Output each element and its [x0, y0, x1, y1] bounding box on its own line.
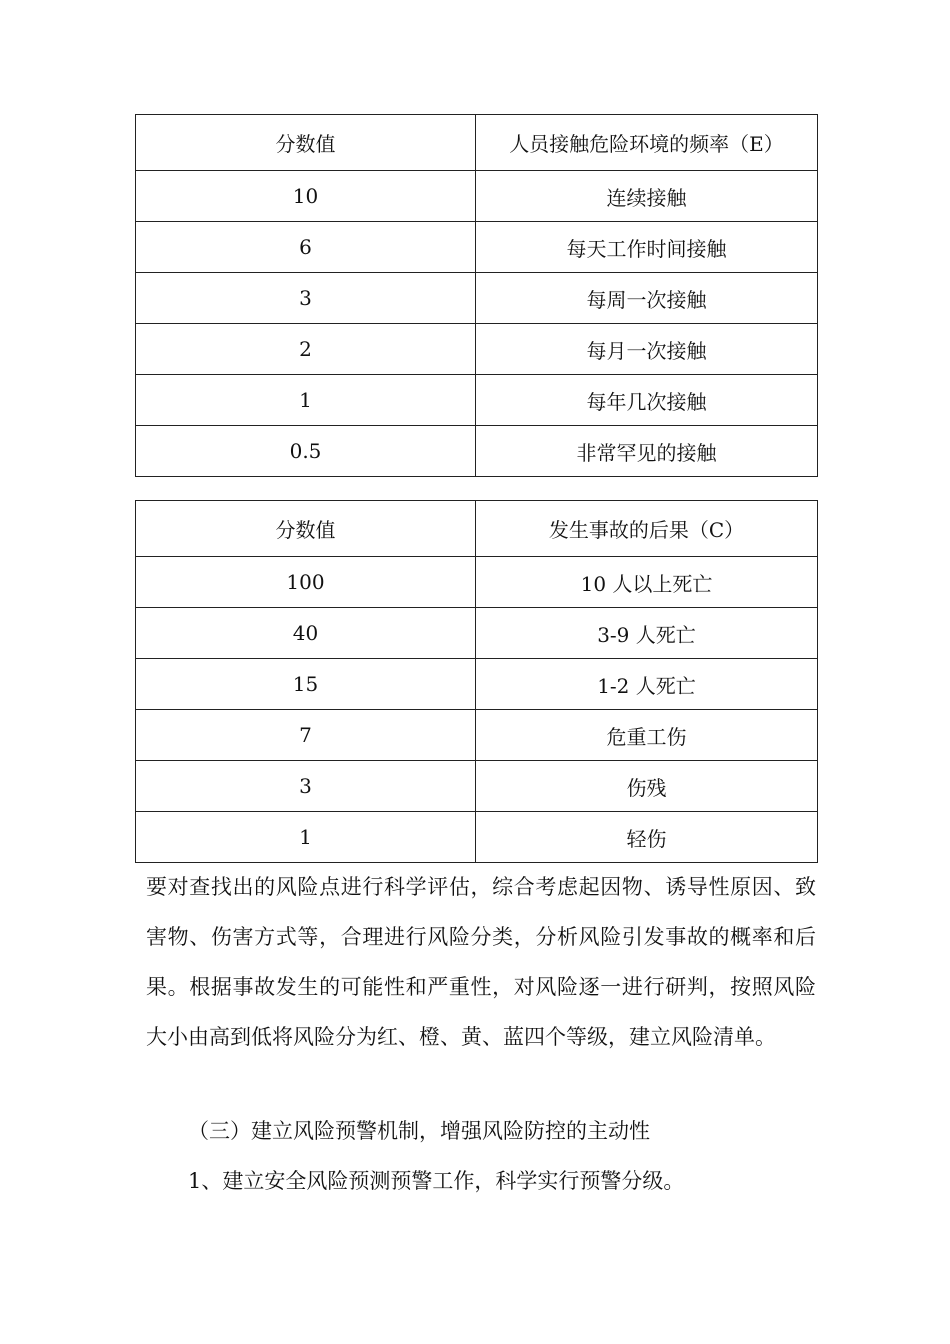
section-heading: （三）建立风险预警机制，增强风险防控的主动性 — [188, 1119, 650, 1143]
score-cell: 6 — [136, 222, 476, 273]
description-cell: 轻伤 — [476, 812, 818, 863]
exposure-frequency-table — [135, 114, 818, 477]
description-cell: 每年几次接触 — [476, 375, 818, 426]
score-cell: 15 — [136, 659, 476, 710]
description-cell: 3-9 人死亡 — [476, 608, 818, 659]
risk-assessment-paragraph: 要对查找出的风险点进行科学评估，综合考虑起因物、诱导性原因、致害物、伤害方式等，合理进行风险分类，分析风险引发事故的概率和后果。根据事故发生的可能性和严重性，对风险逐一进行研判，按照风险大小由高到低将风险分为红、橙、黄、蓝四个等级，建立风险清单。 — [146, 875, 816, 1049]
table-header-row — [136, 115, 818, 171]
description-cell: 每天工作时间接触 — [476, 222, 818, 273]
list-item: 1、建立安全风险预测预警工作，科学实行预警分级。 — [188, 1169, 685, 1193]
score-cell: 0.5 — [136, 426, 476, 477]
header-consequence: 发生事故的后果（C） — [476, 501, 818, 557]
score-cell: 10 — [136, 171, 476, 222]
table-row — [136, 557, 818, 608]
table-row — [136, 273, 818, 324]
table-row — [136, 426, 818, 477]
table-row — [136, 375, 818, 426]
table-row — [136, 710, 818, 761]
description-cell: 1-2 人死亡 — [476, 659, 818, 710]
accident-consequence-table — [135, 500, 818, 863]
score-cell: 1 — [136, 375, 476, 426]
score-cell: 100 — [136, 557, 476, 608]
table-row — [136, 761, 818, 812]
score-cell: 3 — [136, 761, 476, 812]
table-row — [136, 324, 818, 375]
description-cell: 连续接触 — [476, 171, 818, 222]
score-cell: 1 — [136, 812, 476, 863]
description-cell: 10 人以上死亡 — [476, 557, 818, 608]
description-cell: 危重工伤 — [476, 710, 818, 761]
description-cell: 每月一次接触 — [476, 324, 818, 375]
description-cell: 每周一次接触 — [476, 273, 818, 324]
header-score: 分数值 — [136, 501, 476, 557]
description-cell: 非常罕见的接触 — [476, 426, 818, 477]
table-row — [136, 222, 818, 273]
table-row — [136, 659, 818, 710]
score-cell: 40 — [136, 608, 476, 659]
score-cell: 2 — [136, 324, 476, 375]
header-frequency: 人员接触危险环境的频率（E） — [476, 115, 818, 171]
table-row — [136, 812, 818, 863]
score-cell: 3 — [136, 273, 476, 324]
header-score: 分数值 — [136, 115, 476, 171]
description-cell: 伤残 — [476, 761, 818, 812]
table-row — [136, 608, 818, 659]
table-row — [136, 171, 818, 222]
score-cell: 7 — [136, 710, 476, 761]
table-header-row — [136, 501, 818, 557]
